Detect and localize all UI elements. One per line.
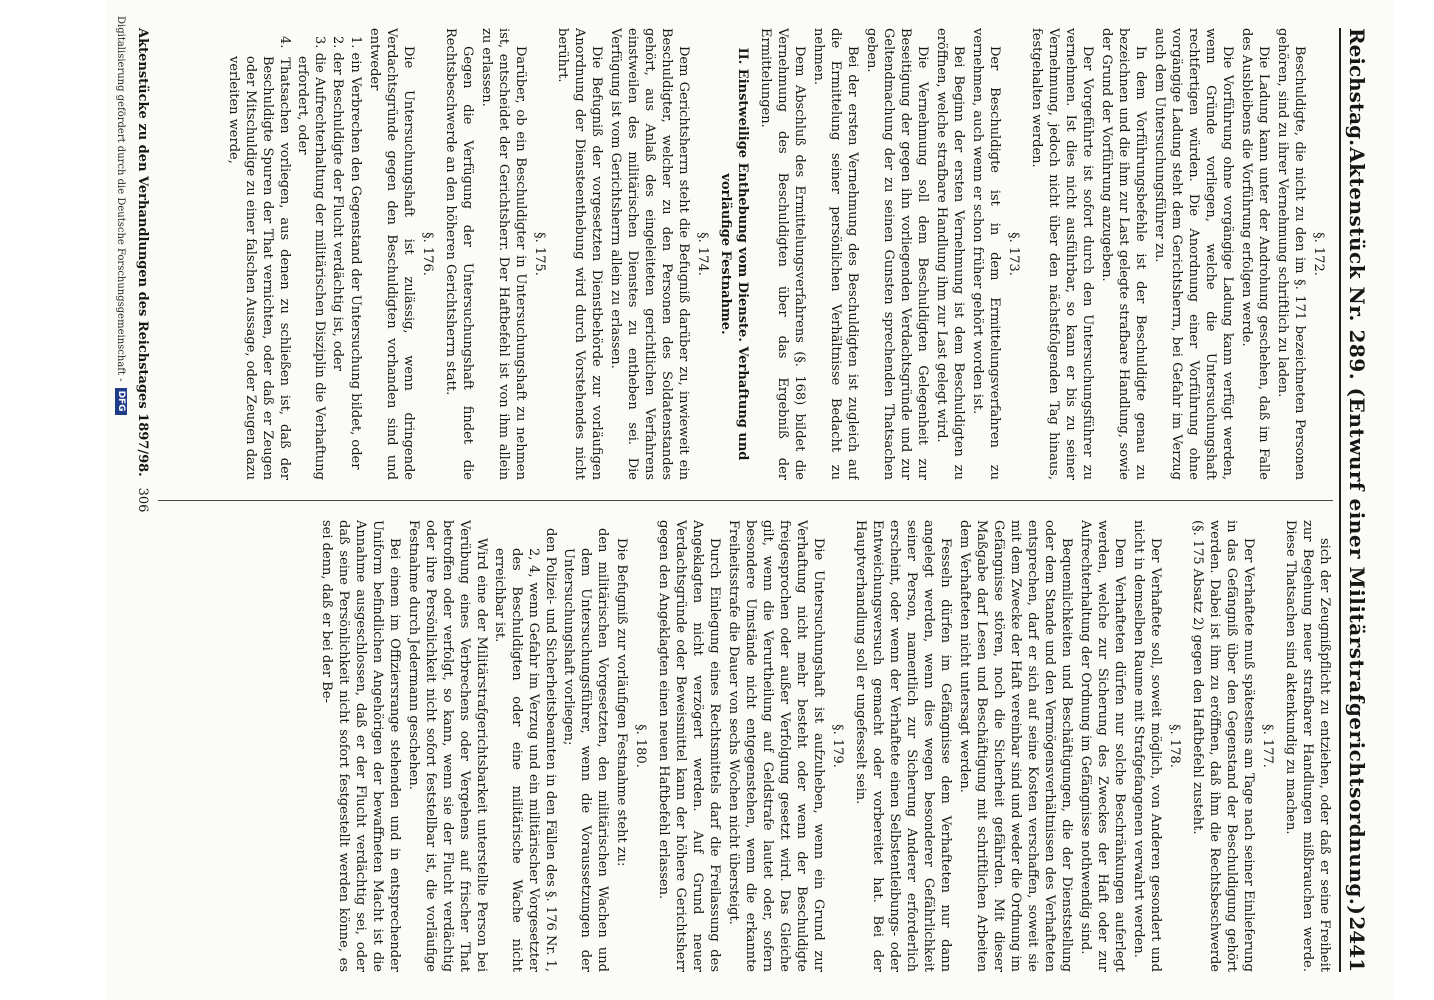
paragraph: Der Verhaftete muß spätestens am Tage nach seiner Einlieferung in das Gefängniß über den Gegenstand der Beschuldigung gehört werden. Dabei ist ihm zu eröffnen, daß ihm die Rechtsbeschwerde (§. 175 Absatz 2) gegen den Haftbefehl zusteht. [1190,520,1256,972]
section-number: §. 176. [420,232,435,276]
paragraph: In dem Vorführungsbefehle ist der Beschuldigte genau zu bezeichnen und die ihm zur Last gelegte strafbare Handlung, sowie der Grund der Vorführung anzugeben. [1099,28,1148,480]
paragraph: Darüber, ob ein Beschuldigter in Untersuchungshaft zu nehmen ist, entscheidet der Gerichtsherr. Der Haftbefehl ist von ihm allein zu erlassen. [479,28,528,480]
header-left: Reichstag. [1345,28,1369,147]
header-title: Aktenstück Nr. 289. (Entwurf einer Militärstrafgerichtsordnung.) [1345,147,1369,916]
paragraph: Der Verhaftete soll, soweit möglich, von Anderen gesondert und nicht in demselben Raume mit Strafgefangenen verwahrt werden. [1131,520,1163,972]
section-number: §. 177. [1260,724,1275,768]
paragraph: Dem Gerichtsherrn steht die Befugniß darüber zu, inwieweit ein Beschuldigter, welcher zu den Personen des Soldatenstandes gehört, aus Anlaß des eingeleiteten gerichtlichen Verfahrens einstweilen des militärischen Dienstes zu entheben sei. Die Verfügung ist vom Gerichtsherrn allein zu erlassen. [608,28,691,480]
document-sheet [105,0,1395,1000]
dfg-logo: DFG [115,388,127,415]
paragraph: Wird eine der Militärstrafgerichtsbarkeit unterstellte Person bei Verübung eines Verbrechens oder Vergehens auf frischer That betroffen oder verfolgt, so kann, wenn sie der Flucht verdächtig oder ihre Persönlichkeit nicht sofort feststellbar ist, die vorläufige Festnahme durch Jedermann geschehen. [406,520,489,972]
paragraph: Fesseln dürfen im Gefängnisse dem Verhafteten nur dann angelegt werden, wenn dies wegen besonderer Gefährlichkeit seiner Person, namentlich zur Sicherung Anderer erforderlich erscheint, oder wenn der Verhaftete einen Selbstentleibungs- oder Entweichungsversuch gemacht oder vorbereitet hat. Bei der Hauptverhandlung soll er ungefesselt sein. [853,520,953,972]
paragraph: Bei der ersten Vernehmung des Beschuldigten ist zugleich auf die Ermittelung seiner persönlichen Verhältnisse Bedacht zu nehmen. [811,28,860,480]
list-item: 2. der Beschuldigte der Flucht verdächtig ist, oder [330,36,345,371]
paragraph: Durch Einlegung eines Rechtsmittels darf die Freilassung des Angeklagten nicht verzögert werden. Auf Grund neuer Verdachtsgründe oder Beweismittel kann der höhere Gerichtsherr gegen den Angeklagten einen neuen Haftbefehl erlassen. [656,520,722,972]
section-number: §. 174. [695,232,710,276]
list-item: 1. ein Verbrechen den Gegenstand der Untersuchung bildet, oder [348,36,363,470]
list-item: den Polizei- und Sicherheitsbeamten in den Fällen des §. 176 Nr. 1, 2, 4, wenn Gefahr im Verzug und ein militärischer Vorgesetzter des Beschuldigten oder eine militärische Wache nicht erreichbar ist. [492,528,558,972]
right-column [158,520,1333,972]
paragraph: Gegen die Verfügung der Untersuchungshaft findet die Rechtsbeschwerde an den höheren Gerichtsherrn statt. [443,28,475,480]
paragraph: Die Ladung kann unter der Androhung geschehen, daß im Falle des Ausbleibens die Vorführung erfolgen werde. [1239,28,1271,480]
section-number: §. 180. [633,724,648,768]
header-page-number: 2441 [1345,916,1369,972]
paragraph: Der Vorgeführte ist sofort durch den Untersuchungsführer zu vernehmen. Ist dies nicht ausführbar, so kann er bis zu seiner Vernehmung, jedoch nicht über den nächstfolgenden Tag hinaus, festgehalten werden. [1029,28,1095,480]
section-number: §. 175. [532,232,547,276]
credit-text: Digitalisierung gefördert durch die Deutsche Forschungsgemeinschaft - [115,16,127,382]
paragraph: Bequemlichkeiten und Beschäftigungen, die der Dienststellung oder dem Stande und den Vermögensverhältnissen des Verhafteten entsprechen, darf er sich auf seine Kosten verschaffen, soweit sie mit dem Zwecke der Haft vereinbar sind und weder die Ordnung im Gefängnisse stören, noch die Sicherheit gefährden. Mit dieser Maßgabe darf Lesen und Beschäftigung mit schriftlichen Arbeiten dem Verhafteten nicht untersagt werden. [957,520,1074,972]
column-divider [158,500,1333,501]
paragraph: Die Untersuchungshaft ist aufzuheben, wenn ein Grund zur Verhaftung nicht mehr besteht oder wenn der Beschuldigte freigesprochen oder außer Verfolgung gesetzt wird. Das Gleiche gilt, wenn die Verurtheilung auf Geldstrafe lautet oder, sofern besondere Umstände nicht entgegenstehen, wenn die erkannte Freiheitsstrafe die Dauer von sechs Wochen nicht übersteigt. [726,520,826,972]
list-item: den militärischen Vorgesetzten, den militärischen Wachen und dem Untersuchungsführer, wenn die Voraussetzungen der Untersuchungshaft vorliegen; [561,528,610,972]
paragraph: Die Vorführung ohne vorgängige Ladung kann verfügt werden, wenn Gründe vorliegen, welche die Untersuchungshaft rechtfertigen würden. Die Anordnung einer Vorführung ohne vorgängige Ladung steht dem Gerichtsherrn, bei Gefahr im Verzug auch dem Untersuchungsführer zu. [1152,28,1235,480]
paragraph: sich der Zeugnißpflicht zu entziehen, oder daß er seine Freiheit zur Begehung neuer strafbarer Handlungen mißbrauchen werde. Diese Thatsachen sind aktenkundig zu machen. [1283,520,1332,972]
paragraph: Bei einem im Offiziersrange stehenden und in entsprechender Uniform befindlichen Angehörigen der bewaffneten Macht ist die Annahme ausgeschlossen, daß er der Flucht verdächtig sei, oder daß seine Persönlichkeit nicht sofort festgestellt werden könne, es sei denn, daß er bei der Be- [319,520,402,972]
paragraph: Bei Beginn der ersten Vernehmung ist dem Beschuldigten zu eröffnen, welche strafbare Handlung ihm zur Last gelegt wird. [934,28,966,480]
section-number: §. 178. [1167,724,1182,768]
digitization-credit [115,16,127,415]
list-item: 4. Thatsachen vorliegen, aus denen zu schließen ist, daß der Beschuldigte Spuren der That vernichten, oder daß er Zeugen oder Mitschuldige zu einer falschen Aussage, oder Zeugen dazu verleiten werde, [226,36,292,480]
section-number: §. 179. [830,724,845,768]
footer-page-number: 306 [135,487,150,513]
paragraph: Die Untersuchungshaft ist zulässig, wenn dringende Verdachtsgründe gegen den Beschuldigten vorhanden sind und entweder [367,28,416,480]
footer-reference: Aktenstücke zu den Verhandlungen des Reichstages 1897/98. [135,28,150,477]
paragraph: Beschuldigte, die nicht zu den im §. 171 bezeichneten Personen gehören, sind zu ihrer Vernehmung schriftlich zu laden. [1275,28,1307,480]
left-column [158,28,1333,480]
paragraph: Dem Verhafteten dürfen nur solche Beschränkungen auferlegt werden, welche zur Sicherung des Zweckes der Haft oder zur Aufrechterhaltung der Ordnung im Gefängnisse nothwendig sind. [1078,520,1127,972]
paragraph: Die Befugniß der vorgesetzten Dienstbehörde zur vorläufigen Anordnung der Diensteenthebung wird durch Vorstehendes nicht berührt. [555,28,604,480]
list-item: 3. die Aufrechterhaltung der militärischen Disziplin die Verhaftung erfordert, oder [295,36,327,480]
paragraph: Die Vernehmung soll dem Beschuldigten Gelegenheit zur Beseitigung der gegen ihn vorliegenden Verdachtsgründe und zur Geltendmachung der zu seinen Gunsten sprechenden Thatsachen geben. [864,28,930,480]
paragraph: Der Beschuldigte ist in dem Ermittelungsverfahren zu vernehmen, auch wenn er schon früher gehört worden ist. [970,28,1002,480]
paragraph: Dem Abschluß des Ermittelungsverfahrens (§. 168) bildet die Vernehmung des Beschuldigten über das Ergebniß der Ermittelungen. [758,28,807,480]
section-number: §. 172. [1311,232,1326,276]
section-heading: II. Einstweilige Enthebung vom Dienste. Verhaftung und vorläufige Festnahme. [718,47,750,461]
section-number: §. 173. [1006,232,1021,276]
page-header [1339,28,1385,972]
paragraph: Die Befugniß zur vorläufigen Festnahme steht zu: [614,538,629,867]
